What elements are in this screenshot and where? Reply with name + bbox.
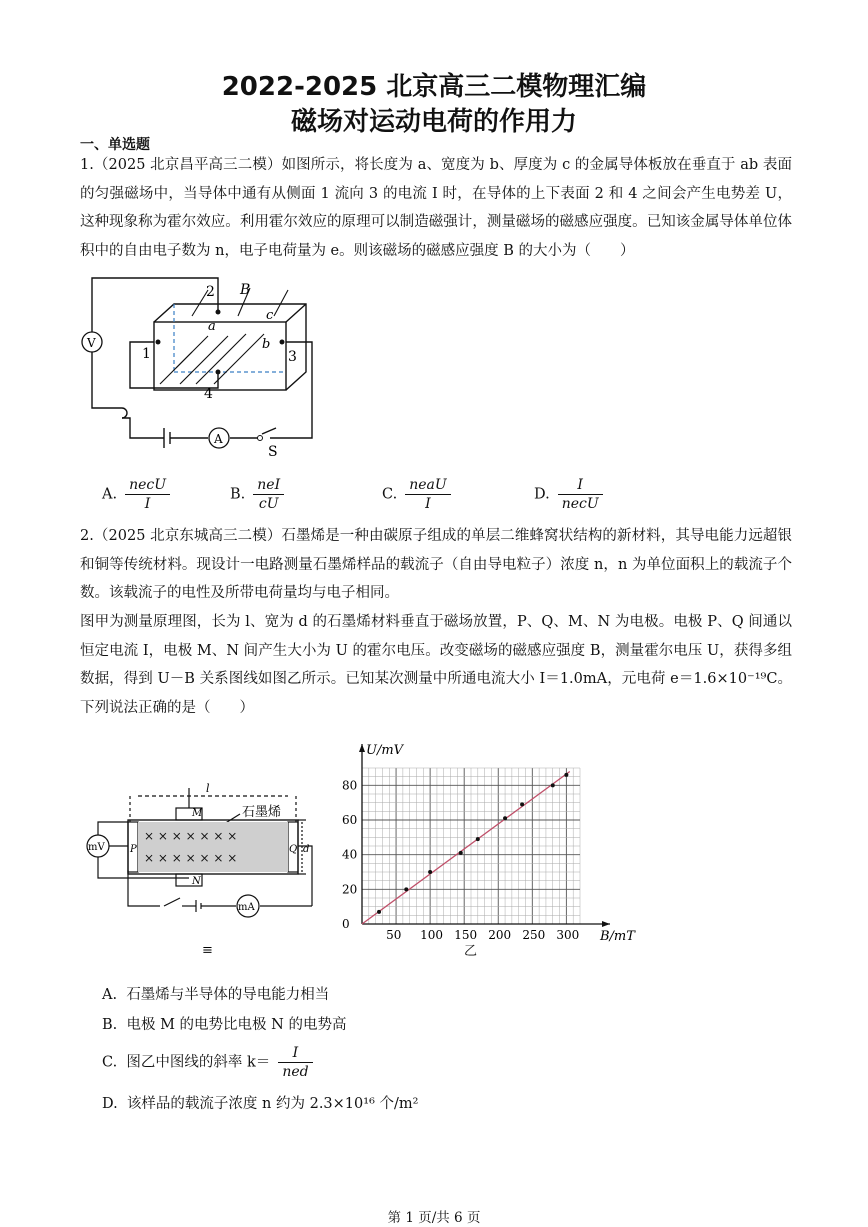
y-axis-arrow: [359, 744, 365, 752]
x-tick-label: 50: [386, 928, 402, 942]
x-axis-label: B/mT: [600, 929, 635, 944]
page-footer: 第 1 页/共 6 页: [387, 1210, 481, 1226]
x-tick-label: 100: [420, 928, 444, 942]
data-point: [503, 816, 507, 820]
y-tick-label: 0: [342, 917, 350, 931]
q2-stem-1: 2.（2025 北京东城高三二模）石墨烯是一种由碳原子组成的单层二维蜂窝状结构的新材料，其导电能力远超银和铜等传统材料。现设计一电路测量石墨烯样品的载流子（自由导电粒子）浓度 n，n 为单位面积上的载流子个数。该载流子的电性及所带电荷量均与电子相同。: [80, 528, 792, 601]
data-point: [404, 887, 408, 891]
label-Q: Q: [289, 844, 298, 855]
x-tick-label: 300: [556, 928, 580, 942]
voltmeter-label: V: [87, 336, 96, 350]
page-subtitle: 磁场对运动电荷的作用力: [290, 107, 577, 137]
data-point: [428, 870, 432, 874]
label-d: d: [303, 844, 310, 855]
switch-label: S: [268, 444, 278, 460]
y-tick-label: 40: [342, 847, 358, 862]
label-l: l: [206, 782, 210, 795]
label-P: P: [130, 844, 137, 855]
label-c: c: [266, 308, 274, 323]
data-point: [551, 783, 555, 787]
q2-stem-2: 图甲为测量原理图，长为 l、宽为 d 的石墨烯材料垂直于磁场放置，P、Q、M、N 为电极。电极 P、Q 间通以恒定电流 I，电极 M、N 间产生大小为 U 的霍尔电压。改变磁场的磁感应强度 B，测量霍尔电压 U，获得多组数据，得到 U－B 关系图线如图乙所示。已知某次测量中所通电流大小 I＝1.0mA，元电荷 e＝1.6×10⁻¹⁹C。下列说法正确的是（ ）: [80, 614, 792, 716]
milliammeter-label: mA: [238, 902, 255, 913]
fig-yi-caption: 乙: [464, 944, 478, 959]
x-tick-label: 200: [488, 928, 512, 942]
q1-stem: 1.（2025 北京昌平高三二模）如图所示，将长度为 a、宽度为 b、厚度为 c 的金属导体板放在垂直于 ab 表面的匀强磁场中，当导体中通有从侧面 1 流向 3 的电流 I 时，在导体的上下表面 2 和 4 之间会产生电势差 U，这种现象称为霍尔效应。利用霍尔效应的原理可以制造磁强计，测量磁场的磁感应强度。已知该金属导体单位体积中的自由电子数为 n，电子电荷量为 e。则该磁场的磁感应强度 B 的大小为（ ）: [80, 157, 792, 259]
data-point: [564, 773, 568, 777]
section-heading: 一、单选题: [80, 137, 150, 153]
q2-option-b[interactable]: B. 电极 M 的电势比电极 N 的电势高: [102, 1017, 347, 1033]
label-4: 4: [204, 386, 213, 402]
q1-option-d[interactable]: D. $\frac{I}{\text{necU}}$: [534, 476, 603, 513]
svg-text:× × × × × × ×: × × × × × × ×: [144, 851, 238, 865]
label-3: 3: [288, 349, 297, 365]
y-axis-label: U/mV: [366, 743, 404, 758]
q2-option-c[interactable]: C. 图乙中图线的斜率 k＝ $\frac{I}{\text{ned}}$: [102, 1044, 313, 1081]
label-a: a: [208, 319, 216, 334]
q1-option-c[interactable]: C. $\frac{\text{neaU}}{I}$: [382, 476, 451, 513]
data-point: [476, 837, 480, 841]
fig-jia-caption: ≡: [202, 943, 213, 958]
y-tick-label: 60: [342, 813, 358, 827]
q2-fig-jia: [84, 782, 324, 962]
page-title: 2022-2025 北京高三二模物理汇编: [221, 72, 647, 102]
label-2: 2: [206, 284, 215, 300]
label-1: 1: [142, 346, 151, 362]
label-graphene: 石墨烯: [242, 805, 282, 820]
q1-hall-figure: [78, 268, 328, 460]
svg-text:× × × × × × ×: × × × × × × ×: [144, 829, 238, 843]
y-tick-label: 20: [342, 882, 358, 897]
data-point: [459, 851, 463, 855]
q2-option-a[interactable]: A. 石墨烯与半导体的导电能力相当: [102, 987, 330, 1003]
label-B: B: [240, 282, 251, 298]
q2-option-d[interactable]: D. 该样品的载流子浓度 n 约为 2.3×10¹⁶ 个/m²: [102, 1096, 419, 1112]
u-b-chart: [330, 736, 635, 966]
label-N: N: [192, 876, 201, 887]
q1-option-b[interactable]: B. $\frac{\text{neI}}{cU}$: [230, 476, 284, 513]
y-tick-label: 80: [342, 778, 358, 793]
x-tick-label: 150: [454, 928, 478, 942]
q1-option-a[interactable]: A. $\frac{\text{necU}}{I}$: [102, 476, 170, 513]
fit-line: [362, 771, 570, 924]
label-M: M: [192, 808, 203, 819]
ammeter-label: A: [214, 432, 223, 446]
data-point: [377, 910, 381, 914]
x-tick-label: 250: [522, 928, 546, 942]
label-b: b: [262, 337, 271, 352]
millivoltmeter-label: mV: [88, 842, 105, 853]
data-point: [520, 802, 524, 806]
x-axis-arrow: [602, 921, 610, 927]
